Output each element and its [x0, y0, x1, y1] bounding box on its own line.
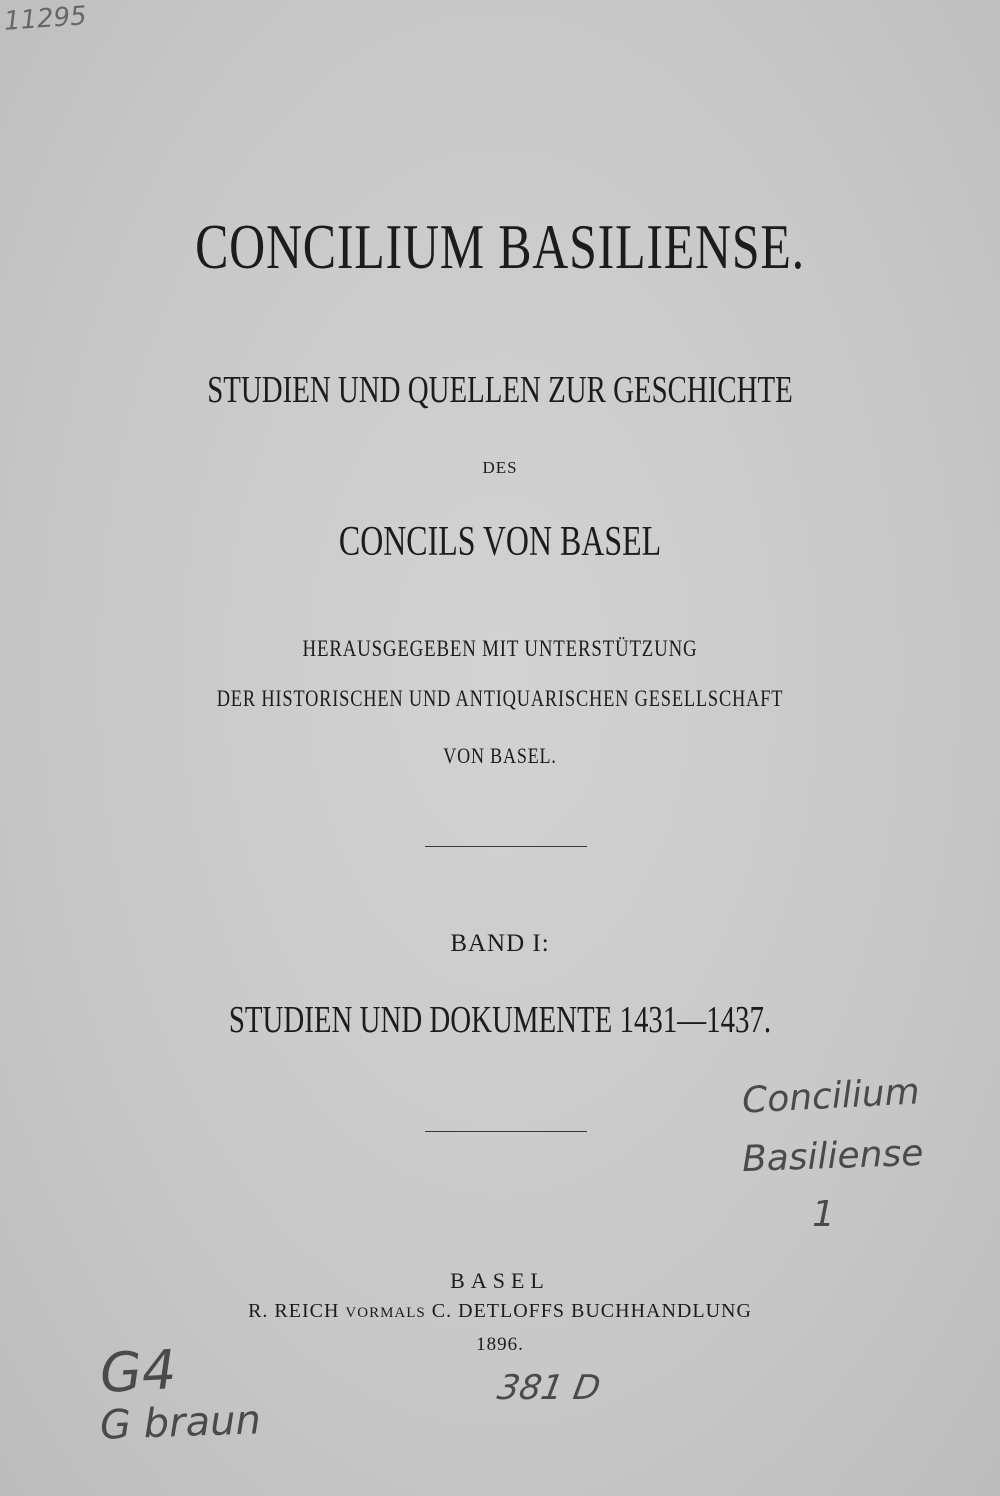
volume-label: BAND I:: [450, 930, 550, 957]
publisher-predecessor: C. DETLOFFS BUCHHANDLUNG: [431, 1300, 752, 1322]
handwritten-shelf-note: G braun: [99, 1397, 262, 1449]
imprint-year: 1896.: [476, 1334, 524, 1355]
publisher-name: R. REICH: [248, 1300, 340, 1322]
handwritten-catalog-line-3: 1: [812, 1194, 835, 1235]
subtitle-connector: DES: [482, 458, 518, 477]
book-subtitle: STUDIEN UND QUELLEN ZUR GESCHICHTE: [207, 369, 793, 411]
handwritten-number: 381 D: [494, 1368, 604, 1408]
handwritten-catalog-line-1: Concilium: [741, 1071, 921, 1122]
handwritten-catalog-line-2: Basiliense: [741, 1132, 925, 1181]
editorial-line-2: DER HISTORISCHEN UND ANTIQUARISCHEN GESELLSCHAFT: [216, 686, 784, 711]
divider-rule: [425, 846, 587, 847]
handwritten-shelf-mark: G4: [98, 1338, 178, 1405]
imprint-publisher: [0, 1300, 1000, 1323]
editorial-line-3: VON BASEL.: [443, 743, 557, 768]
divider-rule: [425, 1131, 587, 1132]
handwritten-corner-number: 11295: [3, 1, 88, 37]
book-title: CONCILIUM BASILIENSE.: [195, 211, 805, 282]
imprint-place: BASEL: [450, 1268, 550, 1293]
book-subject: CONCILS VON BASEL: [338, 519, 662, 565]
volume-title: STUDIEN UND DOKUMENTE 1431—1437.: [228, 999, 772, 1041]
publisher-formerly: VORMALS: [345, 1305, 426, 1321]
editorial-line-1: HERAUSGEGEBEN MIT UNTERSTÜTZUNG: [302, 636, 698, 661]
